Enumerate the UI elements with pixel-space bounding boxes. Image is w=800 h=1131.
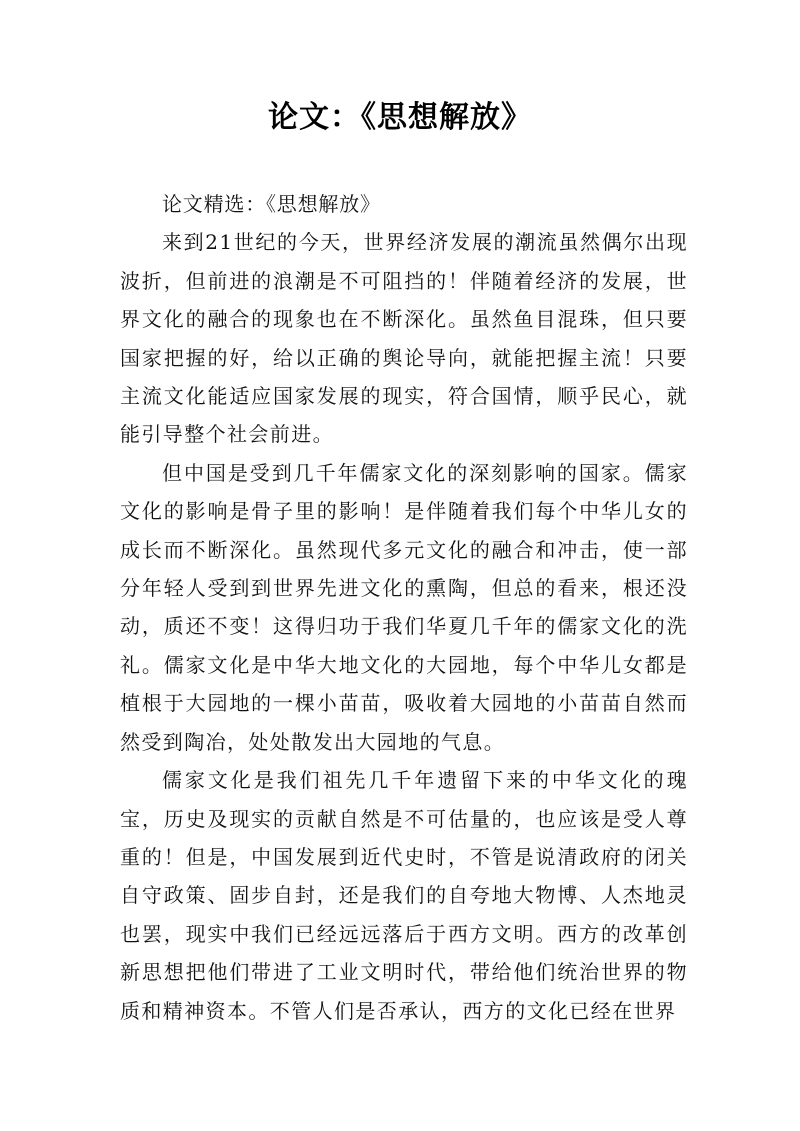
document-body [120,185,688,1030]
paragraph-subtitle: 论文精选：《思想解放》 [162,192,381,216]
paragraph: 儒家文化是我们祖先几千年遗留下来的中华文化的瑰宝，历史及现实的贡献自然是不可估量的，也应该是受人尊重的！但是，中国发展到近代史时，不管是说清政府的闭关自守政策、固步自封，还是我们的自夸地大物博、人杰地灵也罢，现实中我们已经远远落后于西方文明。西方的改革创新思想把他们带进了工业文明时代，带给他们统治世界的物质和精神资本。不管人们是否承认，西方的文化已经在世界 [120,768,688,1023]
paragraph: 但中国是受到几千年儒家文化的深刻影响的国家。儒家文化的影响是骨子里的影响！是伴随着我们每个中华儿女的成长而不断深化。虽然现代多元文化的融合和冲击，使一部分年轻人受到到世界先进文化的熏陶，但总的看来，根还没动，质还不变！这得归功于我们华夏几千年的儒家文化的洗礼。儒家文化是中华大地文化的大园地，每个中华儿女都是植根于大园地的一棵小苗苗，吸收着大园地的小苗苗自然而然受到陶冶，处处散发出大园地的气息。 [120,460,688,754]
paragraph: 来到21世纪的今天，世界经济发展的潮流虽然偶尔出现波折，但前进的浪潮是不可阻挡的！伴随着经济的发展，世界文化的融合的现象也在不断深化。虽然鱼目混珠，但只要国家把握的好，给以正确的舆论导向，就能把握主流！只要主流文化能适应国家发展的现实，符合国情，顺乎民心，就能引导整个社会前进。 [120,230,688,447]
document-title: 论文：《思想解放》 [268,100,532,135]
